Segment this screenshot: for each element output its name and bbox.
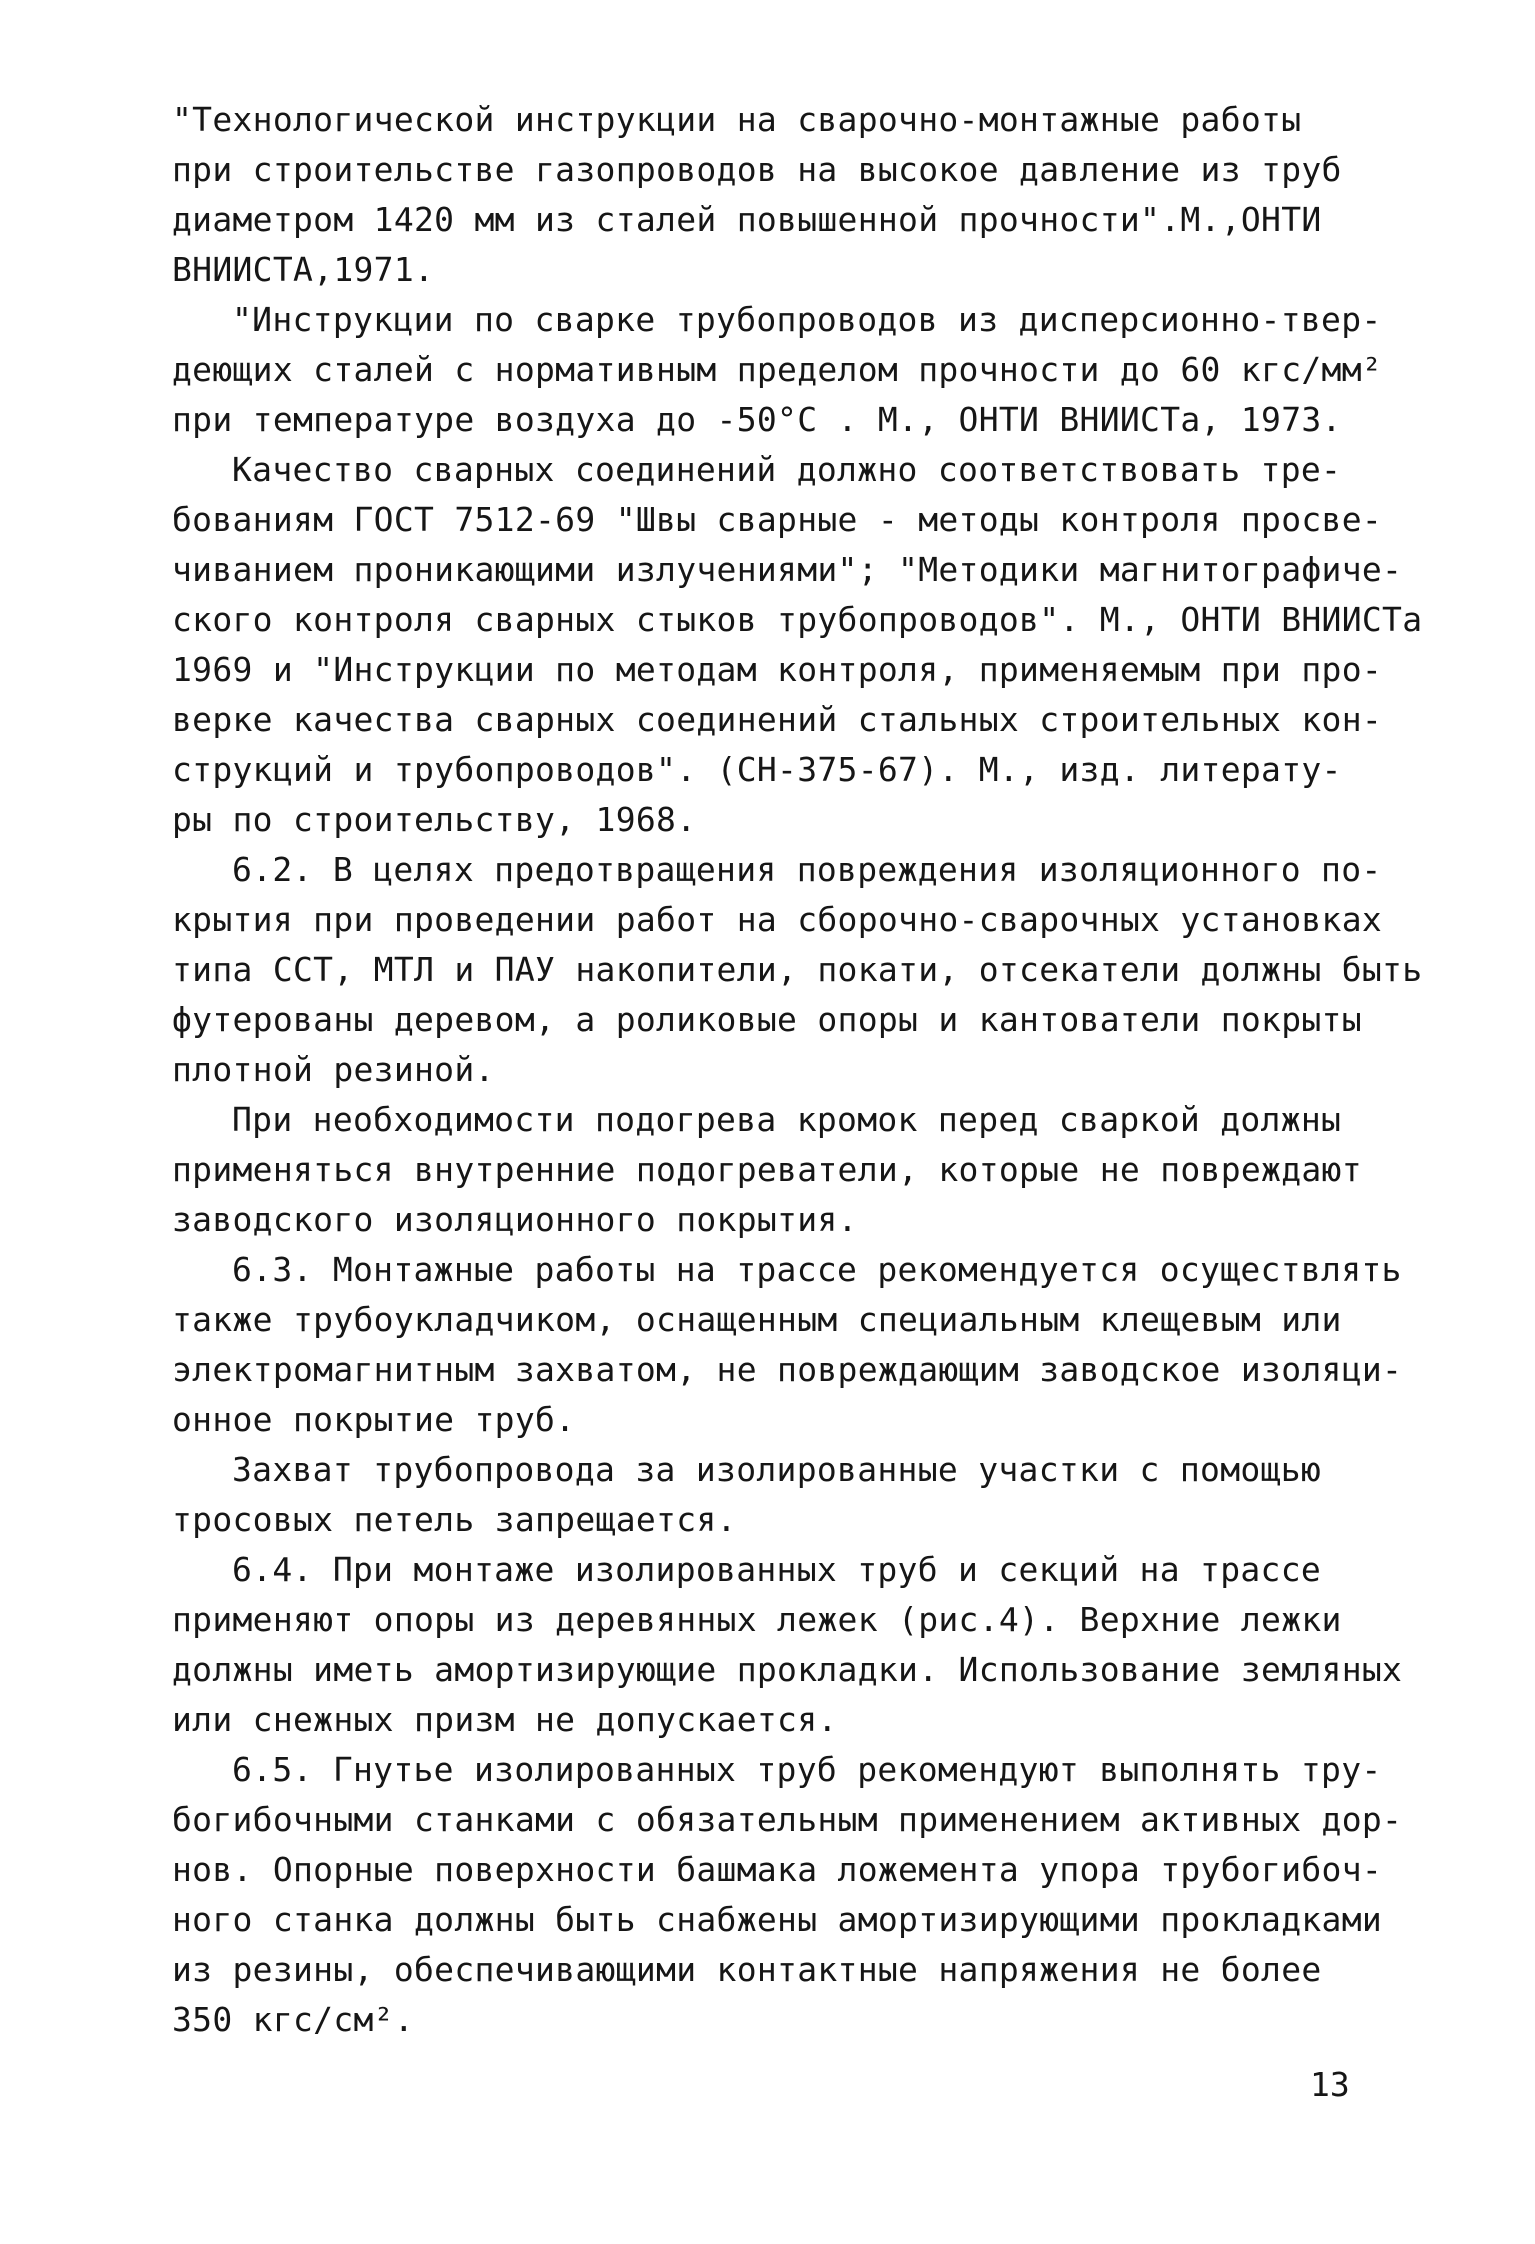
text-line: При необходимости подогрева кромок перед сваркой должны [232, 1100, 1342, 1139]
text-line: 6.5. Гнутье изолированных труб рекомендуют выполнять тру- [232, 1750, 1382, 1789]
text-line: заводского изоляционного покрытия. [172, 1200, 858, 1239]
text-line: бованиям ГОСТ 7512-69 "Швы сварные - методы контроля просве- [172, 500, 1383, 539]
text-line: струкций и трубопроводов". (СН-375-67). М., изд. литерату- [172, 750, 1342, 789]
text-line: ского контроля сварных стыков трубопроводов". М., ОНТИ ВНИИСТа [172, 600, 1423, 639]
text-line: должны иметь амортизирующие прокладки. Использование земляных [172, 1650, 1403, 1689]
text-line: верке качества сварных соединений стальных строительных кон- [172, 700, 1383, 739]
text-line: типа ССТ, МТЛ и ПАУ накопители, покати, отсекатели должны быть [172, 950, 1423, 989]
text-line: крытия при проведении работ на сборочно-сварочных установках [172, 900, 1383, 939]
text-line: электромагнитным захватом, не повреждающим заводское изоляци- [172, 1350, 1403, 1389]
text-line: Захват трубопровода за изолированные участки с помощью [232, 1450, 1322, 1489]
text-line: "Инструкции по сварке трубопроводов из дисперсионно-твер- [232, 300, 1382, 339]
text-line: ры по строительству, 1968. [172, 800, 697, 839]
text-line: 6.4. При монтаже изолированных труб и секций на трассе [232, 1550, 1322, 1589]
text-line: нов. Опорные поверхности башмака ложемента упора трубогибоч- [172, 1850, 1383, 1889]
text-line: также трубоукладчиком, оснащенным специальным клещевым или [172, 1300, 1342, 1339]
text-line: ВНИИСТА,1971. [172, 250, 435, 289]
text-line: ного станка должны быть снабжены амортизирующими прокладками [172, 1900, 1383, 1939]
text-line: при температуре воздуха до -50°С . М., ОНТИ ВНИИСТа, 1973. [172, 400, 1342, 439]
text-line: онное покрытие труб. [172, 1400, 576, 1439]
text-line: богибочными станками с обязательным применением активных дор- [172, 1800, 1403, 1839]
text-line: Качество сварных соединений должно соответствовать тре- [232, 450, 1342, 489]
text-line: чиванием проникающими излучениями"; "Методики магнитографиче- [172, 550, 1403, 589]
text-line: 6.3. Монтажные работы на трассе рекомендуется осуществлять [232, 1250, 1402, 1289]
text-line: диаметром 1420 мм из сталей повышенной прочности".М.,ОНТИ [172, 200, 1322, 239]
text-line: 6.2. В целях предотвращения повреждения изоляционного по- [232, 850, 1382, 889]
text-line: из резины, обеспечивающими контактные напряжения не более [172, 1950, 1322, 1989]
text-line: "Технологической инструкции на сварочно-монтажные работы [172, 100, 1302, 139]
text-line: плотной резиной. [172, 1050, 495, 1089]
text-line: 350 кгс/см². [172, 2000, 415, 2039]
page-number: 13 [1310, 2065, 1350, 2104]
text-line: 1969 и "Инструкции по методам контроля, применяемым при про- [172, 650, 1383, 689]
text-line: применяют опоры из деревянных лежек (рис.4). Верхние лежки [172, 1600, 1342, 1639]
text-line: применяться внутренние подогреватели, которые не повреждают [172, 1150, 1362, 1189]
text-line: тросовых петель запрещается. [172, 1500, 737, 1539]
text-line: деющих сталей с нормативным пределом прочности до 60 кгс/мм² [172, 350, 1383, 389]
text-line: при строительстве газопроводов на высокое давление из труб [172, 150, 1342, 189]
text-line: или снежных призм не допускается. [172, 1700, 838, 1739]
text-line: футерованы деревом, а роликовые опоры и кантователи покрыты [172, 1000, 1362, 1039]
